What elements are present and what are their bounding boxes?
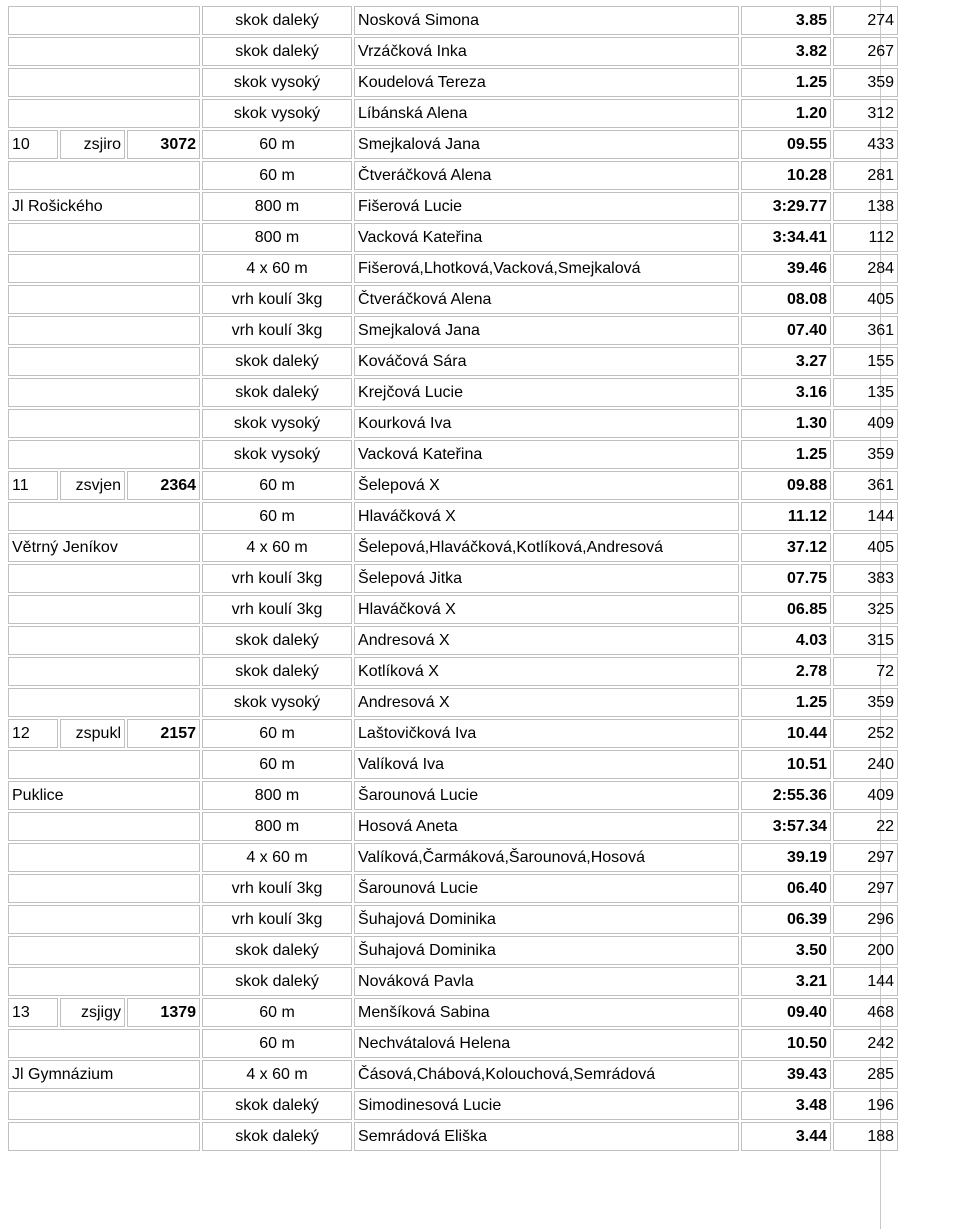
table-row	[8, 130, 898, 159]
performance-cell: 37.12	[741, 533, 831, 562]
empty-team-cell	[8, 812, 200, 841]
points-cell: 188	[833, 1122, 898, 1151]
table-row	[8, 657, 898, 686]
athlete-cell: Nosková Simona	[354, 6, 739, 35]
performance-cell: 3.82	[741, 37, 831, 66]
performance-cell: 3.50	[741, 936, 831, 965]
table-row	[8, 719, 898, 748]
rank-cell: 11	[8, 471, 58, 500]
athlete-cell: Valíková Iva	[354, 750, 739, 779]
empty-team-cell	[8, 1122, 200, 1151]
athlete-cell: Šelepová Jitka	[354, 564, 739, 593]
points-cell: 296	[833, 905, 898, 934]
points-cell: 267	[833, 37, 898, 66]
athlete-cell: Čásová,Chábová,Kolouchová,Semrádová	[354, 1060, 739, 1089]
performance-cell: 3:29.77	[741, 192, 831, 221]
event-cell: skok vysoký	[202, 409, 352, 438]
athlete-cell: Vrzáčková Inka	[354, 37, 739, 66]
empty-team-cell	[8, 843, 200, 872]
school-code-cell: zsjiro	[60, 130, 125, 159]
performance-cell: 3:34.41	[741, 223, 831, 252]
performance-cell: 11.12	[741, 502, 831, 531]
performance-cell: 1.25	[741, 688, 831, 717]
school-name-cell: Puklice	[8, 781, 200, 810]
event-cell: skok vysoký	[202, 688, 352, 717]
points-cell: 242	[833, 1029, 898, 1058]
empty-team-cell	[8, 378, 200, 407]
empty-team-cell	[8, 502, 200, 531]
empty-team-cell	[8, 409, 200, 438]
empty-team-cell	[8, 316, 200, 345]
performance-cell: 1.20	[741, 99, 831, 128]
event-cell: 60 m	[202, 750, 352, 779]
empty-team-cell	[8, 99, 200, 128]
empty-team-cell	[8, 347, 200, 376]
event-cell: 60 m	[202, 1029, 352, 1058]
athlete-cell: Vacková Kateřina	[354, 223, 739, 252]
table-row	[8, 471, 898, 500]
table-row	[8, 6, 898, 35]
athlete-cell: Hlaváčková X	[354, 502, 739, 531]
event-cell: vrh koulí 3kg	[202, 595, 352, 624]
event-cell: 4 x 60 m	[202, 843, 352, 872]
event-cell: skok vysoký	[202, 440, 352, 469]
athlete-cell: Laštovičková Iva	[354, 719, 739, 748]
event-cell: skok daleký	[202, 936, 352, 965]
school-name-cell: Jl Gymnázium	[8, 1060, 200, 1089]
rank-cell: 10	[8, 130, 58, 159]
table-row	[8, 68, 898, 97]
points-cell: 138	[833, 192, 898, 221]
table-row	[8, 843, 898, 872]
points-cell: 200	[833, 936, 898, 965]
team-total-cell: 2157	[127, 719, 200, 748]
athlete-cell: Hlaváčková X	[354, 595, 739, 624]
athlete-cell: Smejkalová Jana	[354, 130, 739, 159]
event-cell: 60 m	[202, 719, 352, 748]
event-cell: 800 m	[202, 223, 352, 252]
athlete-cell: Smejkalová Jana	[354, 316, 739, 345]
rank-cell: 13	[8, 998, 58, 1027]
event-cell: vrh koulí 3kg	[202, 285, 352, 314]
table-row	[8, 409, 898, 438]
table-row	[8, 99, 898, 128]
table-row	[8, 750, 898, 779]
event-cell: 4 x 60 m	[202, 254, 352, 283]
school-name-cell: Větrný Jeníkov	[8, 533, 200, 562]
empty-team-cell	[8, 936, 200, 965]
athlete-cell: Semrádová Eliška	[354, 1122, 739, 1151]
athlete-cell: Vacková Kateřina	[354, 440, 739, 469]
empty-team-cell	[8, 595, 200, 624]
points-cell: 144	[833, 502, 898, 531]
points-cell: 409	[833, 781, 898, 810]
event-cell: skok daleký	[202, 967, 352, 996]
event-cell: skok daleký	[202, 657, 352, 686]
table-row	[8, 874, 898, 903]
event-cell: 800 m	[202, 192, 352, 221]
empty-team-cell	[8, 564, 200, 593]
table-row	[8, 533, 898, 562]
points-cell: 297	[833, 843, 898, 872]
table-row	[8, 1060, 898, 1089]
event-cell: skok daleký	[202, 1091, 352, 1120]
empty-team-cell	[8, 254, 200, 283]
points-cell: 359	[833, 68, 898, 97]
points-cell: 281	[833, 161, 898, 190]
table-row	[8, 192, 898, 221]
athlete-cell: Kováčová Sára	[354, 347, 739, 376]
athlete-cell: Menšíková Sabina	[354, 998, 739, 1027]
points-cell: 252	[833, 719, 898, 748]
event-cell: skok daleký	[202, 37, 352, 66]
performance-cell: 3.16	[741, 378, 831, 407]
table-row	[8, 781, 898, 810]
performance-cell: 1.30	[741, 409, 831, 438]
points-cell: 361	[833, 316, 898, 345]
performance-cell: 1.25	[741, 68, 831, 97]
table-row	[8, 998, 898, 1027]
event-cell: skok vysoký	[202, 68, 352, 97]
event-cell: 60 m	[202, 471, 352, 500]
school-code-cell: zsjigy	[60, 998, 125, 1027]
points-cell: 409	[833, 409, 898, 438]
athlete-cell: Andresová X	[354, 688, 739, 717]
table-row	[8, 936, 898, 965]
event-cell: 60 m	[202, 130, 352, 159]
athlete-cell: Hosová Aneta	[354, 812, 739, 841]
table-row	[8, 316, 898, 345]
table-row	[8, 1091, 898, 1120]
table-row	[8, 626, 898, 655]
points-cell: 72	[833, 657, 898, 686]
athlete-cell: Kotlíková X	[354, 657, 739, 686]
empty-team-cell	[8, 1029, 200, 1058]
empty-team-cell	[8, 657, 200, 686]
team-total-cell: 1379	[127, 998, 200, 1027]
rank-cell: 12	[8, 719, 58, 748]
points-cell: 274	[833, 6, 898, 35]
table-row	[8, 161, 898, 190]
points-cell: 285	[833, 1060, 898, 1089]
athlete-cell: Simodinesová Lucie	[354, 1091, 739, 1120]
table-row	[8, 905, 898, 934]
school-name-cell: Jl Rošického	[8, 192, 200, 221]
points-cell: 405	[833, 285, 898, 314]
points-cell: 155	[833, 347, 898, 376]
points-cell: 359	[833, 440, 898, 469]
empty-team-cell	[8, 285, 200, 314]
performance-cell: 10.28	[741, 161, 831, 190]
points-cell: 112	[833, 223, 898, 252]
athlete-cell: Fišerová Lucie	[354, 192, 739, 221]
table-row	[8, 37, 898, 66]
points-cell: 325	[833, 595, 898, 624]
empty-team-cell	[8, 967, 200, 996]
empty-team-cell	[8, 1091, 200, 1120]
performance-cell: 39.46	[741, 254, 831, 283]
performance-cell: 06.85	[741, 595, 831, 624]
points-cell: 383	[833, 564, 898, 593]
performance-cell: 1.25	[741, 440, 831, 469]
performance-cell: 3:57.34	[741, 812, 831, 841]
event-cell: 60 m	[202, 161, 352, 190]
empty-team-cell	[8, 905, 200, 934]
event-cell: vrh koulí 3kg	[202, 316, 352, 345]
points-cell: 284	[833, 254, 898, 283]
performance-cell: 06.40	[741, 874, 831, 903]
athlete-cell: Šuhajová Dominika	[354, 936, 739, 965]
athlete-cell: Koudelová Tereza	[354, 68, 739, 97]
table-row	[8, 254, 898, 283]
performance-cell: 09.55	[741, 130, 831, 159]
event-cell: skok daleký	[202, 626, 352, 655]
athlete-cell: Šuhajová Dominika	[354, 905, 739, 934]
performance-cell: 09.40	[741, 998, 831, 1027]
results-table	[6, 4, 900, 1153]
table-row	[8, 688, 898, 717]
event-cell: 60 m	[202, 998, 352, 1027]
table-row	[8, 812, 898, 841]
empty-team-cell	[8, 750, 200, 779]
event-cell: skok daleký	[202, 6, 352, 35]
table-row	[8, 595, 898, 624]
athlete-cell: Nechvátalová Helena	[354, 1029, 739, 1058]
athlete-cell: Valíková,Čarmáková,Šarounová,Hosová	[354, 843, 739, 872]
empty-team-cell	[8, 6, 200, 35]
event-cell: skok daleký	[202, 347, 352, 376]
table-row	[8, 502, 898, 531]
performance-cell: 3.27	[741, 347, 831, 376]
performance-cell: 3.85	[741, 6, 831, 35]
empty-team-cell	[8, 688, 200, 717]
performance-cell: 3.21	[741, 967, 831, 996]
performance-cell: 3.44	[741, 1122, 831, 1151]
athlete-cell: Nováková Pavla	[354, 967, 739, 996]
performance-cell: 10.44	[741, 719, 831, 748]
points-cell: 312	[833, 99, 898, 128]
event-cell: 60 m	[202, 502, 352, 531]
athlete-cell: Šarounová Lucie	[354, 781, 739, 810]
table-row	[8, 1122, 898, 1151]
performance-cell: 3.48	[741, 1091, 831, 1120]
event-cell: 4 x 60 m	[202, 533, 352, 562]
table-row	[8, 967, 898, 996]
performance-cell: 10.51	[741, 750, 831, 779]
performance-cell: 10.50	[741, 1029, 831, 1058]
points-cell: 22	[833, 812, 898, 841]
points-cell: 433	[833, 130, 898, 159]
athlete-cell: Šarounová Lucie	[354, 874, 739, 903]
results-body	[8, 6, 898, 1151]
table-row	[8, 347, 898, 376]
table-row	[8, 440, 898, 469]
performance-cell: 4.03	[741, 626, 831, 655]
table-row	[8, 378, 898, 407]
empty-team-cell	[8, 68, 200, 97]
event-cell: vrh koulí 3kg	[202, 564, 352, 593]
points-cell: 359	[833, 688, 898, 717]
empty-team-cell	[8, 440, 200, 469]
performance-cell: 08.08	[741, 285, 831, 314]
empty-team-cell	[8, 626, 200, 655]
points-cell: 144	[833, 967, 898, 996]
event-cell: skok daleký	[202, 378, 352, 407]
athlete-cell: Šelepová,Hlaváčková,Kotlíková,Andresová	[354, 533, 739, 562]
performance-cell: 2.78	[741, 657, 831, 686]
empty-team-cell	[8, 37, 200, 66]
school-code-cell: zsvjen	[60, 471, 125, 500]
points-cell: 135	[833, 378, 898, 407]
performance-cell: 06.39	[741, 905, 831, 934]
performance-cell: 09.88	[741, 471, 831, 500]
athlete-cell: Čtveráčková Alena	[354, 285, 739, 314]
school-code-cell: zspukl	[60, 719, 125, 748]
performance-cell: 39.43	[741, 1060, 831, 1089]
points-cell: 361	[833, 471, 898, 500]
team-total-cell: 3072	[127, 130, 200, 159]
points-cell: 405	[833, 533, 898, 562]
event-cell: skok vysoký	[202, 99, 352, 128]
performance-cell: 2:55.36	[741, 781, 831, 810]
event-cell: 800 m	[202, 812, 352, 841]
event-cell: vrh koulí 3kg	[202, 905, 352, 934]
table-row	[8, 1029, 898, 1058]
athlete-cell: Čtveráčková Alena	[354, 161, 739, 190]
empty-team-cell	[8, 161, 200, 190]
table-row	[8, 223, 898, 252]
athlete-cell: Šelepová X	[354, 471, 739, 500]
table-row	[8, 564, 898, 593]
athlete-cell: Kourková Iva	[354, 409, 739, 438]
performance-cell: 07.40	[741, 316, 831, 345]
empty-team-cell	[8, 874, 200, 903]
event-cell: 4 x 60 m	[202, 1060, 352, 1089]
event-cell: skok daleký	[202, 1122, 352, 1151]
team-total-cell: 2364	[127, 471, 200, 500]
points-cell: 240	[833, 750, 898, 779]
event-cell: 800 m	[202, 781, 352, 810]
points-cell: 315	[833, 626, 898, 655]
performance-cell: 39.19	[741, 843, 831, 872]
points-cell: 196	[833, 1091, 898, 1120]
points-cell: 297	[833, 874, 898, 903]
athlete-cell: Fišerová,Lhotková,Vacková,Smejkalová	[354, 254, 739, 283]
athlete-cell: Krejčová Lucie	[354, 378, 739, 407]
athlete-cell: Andresová X	[354, 626, 739, 655]
points-cell: 468	[833, 998, 898, 1027]
performance-cell: 07.75	[741, 564, 831, 593]
athlete-cell: Líbánská Alena	[354, 99, 739, 128]
empty-team-cell	[8, 223, 200, 252]
event-cell: vrh koulí 3kg	[202, 874, 352, 903]
table-row	[8, 285, 898, 314]
